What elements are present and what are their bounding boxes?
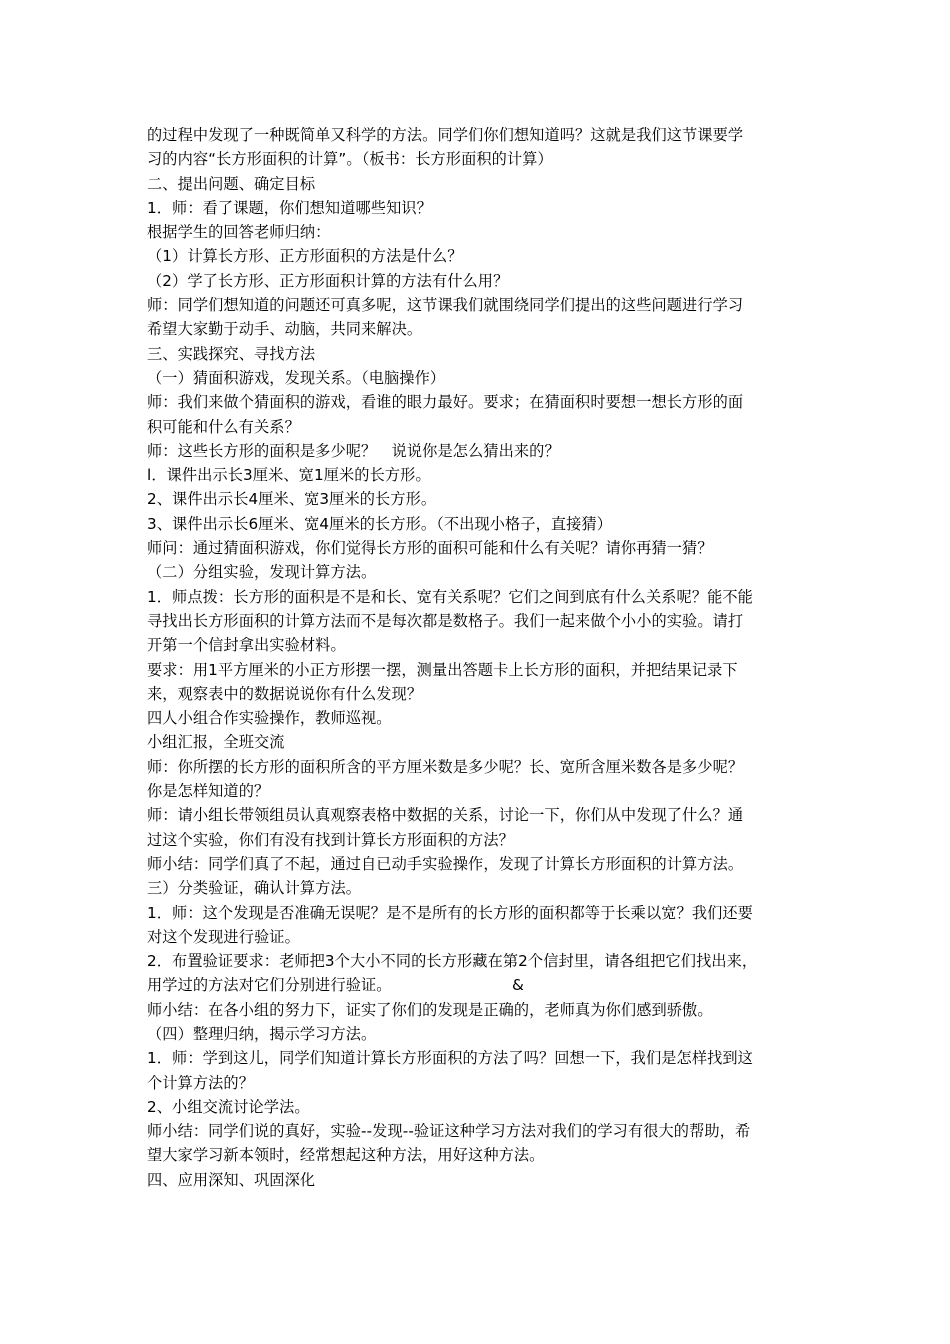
text-line: 师小结：在各小组的努力下，证实了你们的发现是正确的，老师真为你们感到骄傲。 <box>147 1000 713 1019</box>
text-line: 1．师：看了课题，你们想知道哪些知识？ <box>147 198 432 217</box>
text-line: （1）计算长方形、正方形面积的方法是什么？ <box>147 247 463 266</box>
text-line: 开第一个信封拿出实验材料。 <box>147 636 346 655</box>
text-line: 积可能和什么有关系？ <box>147 417 300 436</box>
section-heading: 三、实践探究、寻找方法 <box>147 344 316 363</box>
text-line: 希望大家勤于动手、动脑，共同来解决。 <box>147 320 423 339</box>
text-line: 望大家学习新本领时，经常想起这种方法，用好这种方法。 <box>147 1146 545 1165</box>
text-line: 师小结：同学们说的真好，实验--发现--验证这种学习方法对我们的学习有很大的帮助，希 <box>147 1122 751 1141</box>
text-line: 1．师：学到这儿，同学们知道计算长方形面积的方法了吗？回想一下，我们是怎样找到这 <box>147 1049 753 1068</box>
text-line: 小组汇报，全班交流 <box>147 733 285 752</box>
text-line: 师小结：同学们真了不起，通过自已动手实验操作，发现了计算长方形面积的计算方法。 <box>147 854 744 873</box>
text-line: 2．布置验证要求：老师把3个大小不同的长方形藏在第2个信封里，请各组把它们找出来， <box>147 952 758 971</box>
text-line: 来，观察表中的数据说说你有什么发现？ <box>147 684 423 703</box>
text-line: l．课件出示长3厘米、宽1厘米的长方形。 <box>147 466 431 485</box>
subsection-heading: （一）猜面积游戏，发现关系。（电脑操作） <box>147 368 446 387</box>
text-line: 要求：用1平方厘米的小正方形摆一摆，测量出答题卡上长方形的面积，并把结果记录下 <box>147 660 738 679</box>
text-line: 3、课件出示长6厘米、宽4厘米的长方形。（不出现小格子，直接猜） <box>147 514 613 533</box>
text-line: 师：请小组长带领组员认真观察表格中数据的关系，讨论一下，你们从中发现了什么？通 <box>147 806 744 825</box>
text-line: 1．师：这个发现是否准确无误呢？是不是所有的长方形的面积都等于长乘以宽？我们还要 <box>147 903 753 922</box>
text-line: 对这个发现进行验证。 <box>147 927 300 946</box>
document-body <box>147 123 827 1192</box>
text-line: 的过程中发现了一种既简单又科学的方法。同学们你们想知道吗？这就是我们这节课要学 <box>147 126 744 144</box>
text-line: 根据学生的回答老师归纳： <box>147 223 331 242</box>
text-line: 师：你所摆的长方形的面积所含的平方厘米数是多少呢？长、宽所含厘米数各是多少呢？ <box>147 757 744 776</box>
text-line: 2、小组交流讨论学法。 <box>147 1097 310 1116</box>
text-line: 四人小组合作实验操作，教师巡视。 <box>147 709 392 728</box>
text-line: 习的内容“长方形面积的计算”。（板书：长方形面积的计算） <box>147 150 553 169</box>
text-line: 用学过的方法对它们分别进行验证。 <box>147 976 392 995</box>
text-line: 1．师点拨：长方形的面积是不是和长、宽有关系呢？它们之间到底有什么关系呢？能不能 <box>147 587 753 606</box>
text-line: 个计算方法的？ <box>147 1073 255 1092</box>
text-line: 师：我们来做个猜面积的游戏，看谁的眼力最好。要求；在猜面积时要想一想长方形的面 <box>147 393 744 412</box>
ampersand-mark: & <box>512 976 524 995</box>
text-line: 你是怎样知道的？ <box>147 782 270 801</box>
text-line-with-ampersand <box>147 973 827 997</box>
text-line: 师：同学们想知道的问题还可真多呢，这节课我们就围绕同学们提出的这些问题进行学习 <box>147 296 744 315</box>
text-line: 寻找出长方形面积的计算方法而不是每次都是数格子。我们一起来做个小小的实验。请打 <box>147 611 744 630</box>
subsection-heading: 三）分类验证，确认计算方法。 <box>147 879 362 898</box>
text-line: （2）学了长方形、正方形面积计算的方法有什么用？ <box>147 271 509 290</box>
text-line: 过这个实验，你们有没有找到计算长方形面积的方法？ <box>147 830 514 849</box>
text-line: 师问：通过猜面积游戏，你们觉得长方形的面积可能和什么有关呢？请你再猜一猜？ <box>147 539 713 558</box>
text-line: 师：这些长方形的面积是多少呢？ 说说你是怎么猜出来的？ <box>147 441 560 460</box>
subsection-heading: （四）整理归纳，揭示学习方法。 <box>147 1024 377 1043</box>
subsection-heading: （二）分组实验，发现计算方法。 <box>147 563 377 582</box>
section-heading: 四、应用深知、巩固深化 <box>147 1170 316 1189</box>
section-heading: 二、提出问题、确定目标 <box>147 174 316 193</box>
text-line: 2、课件出示长4厘米、宽3厘米的长方形。 <box>147 490 437 509</box>
